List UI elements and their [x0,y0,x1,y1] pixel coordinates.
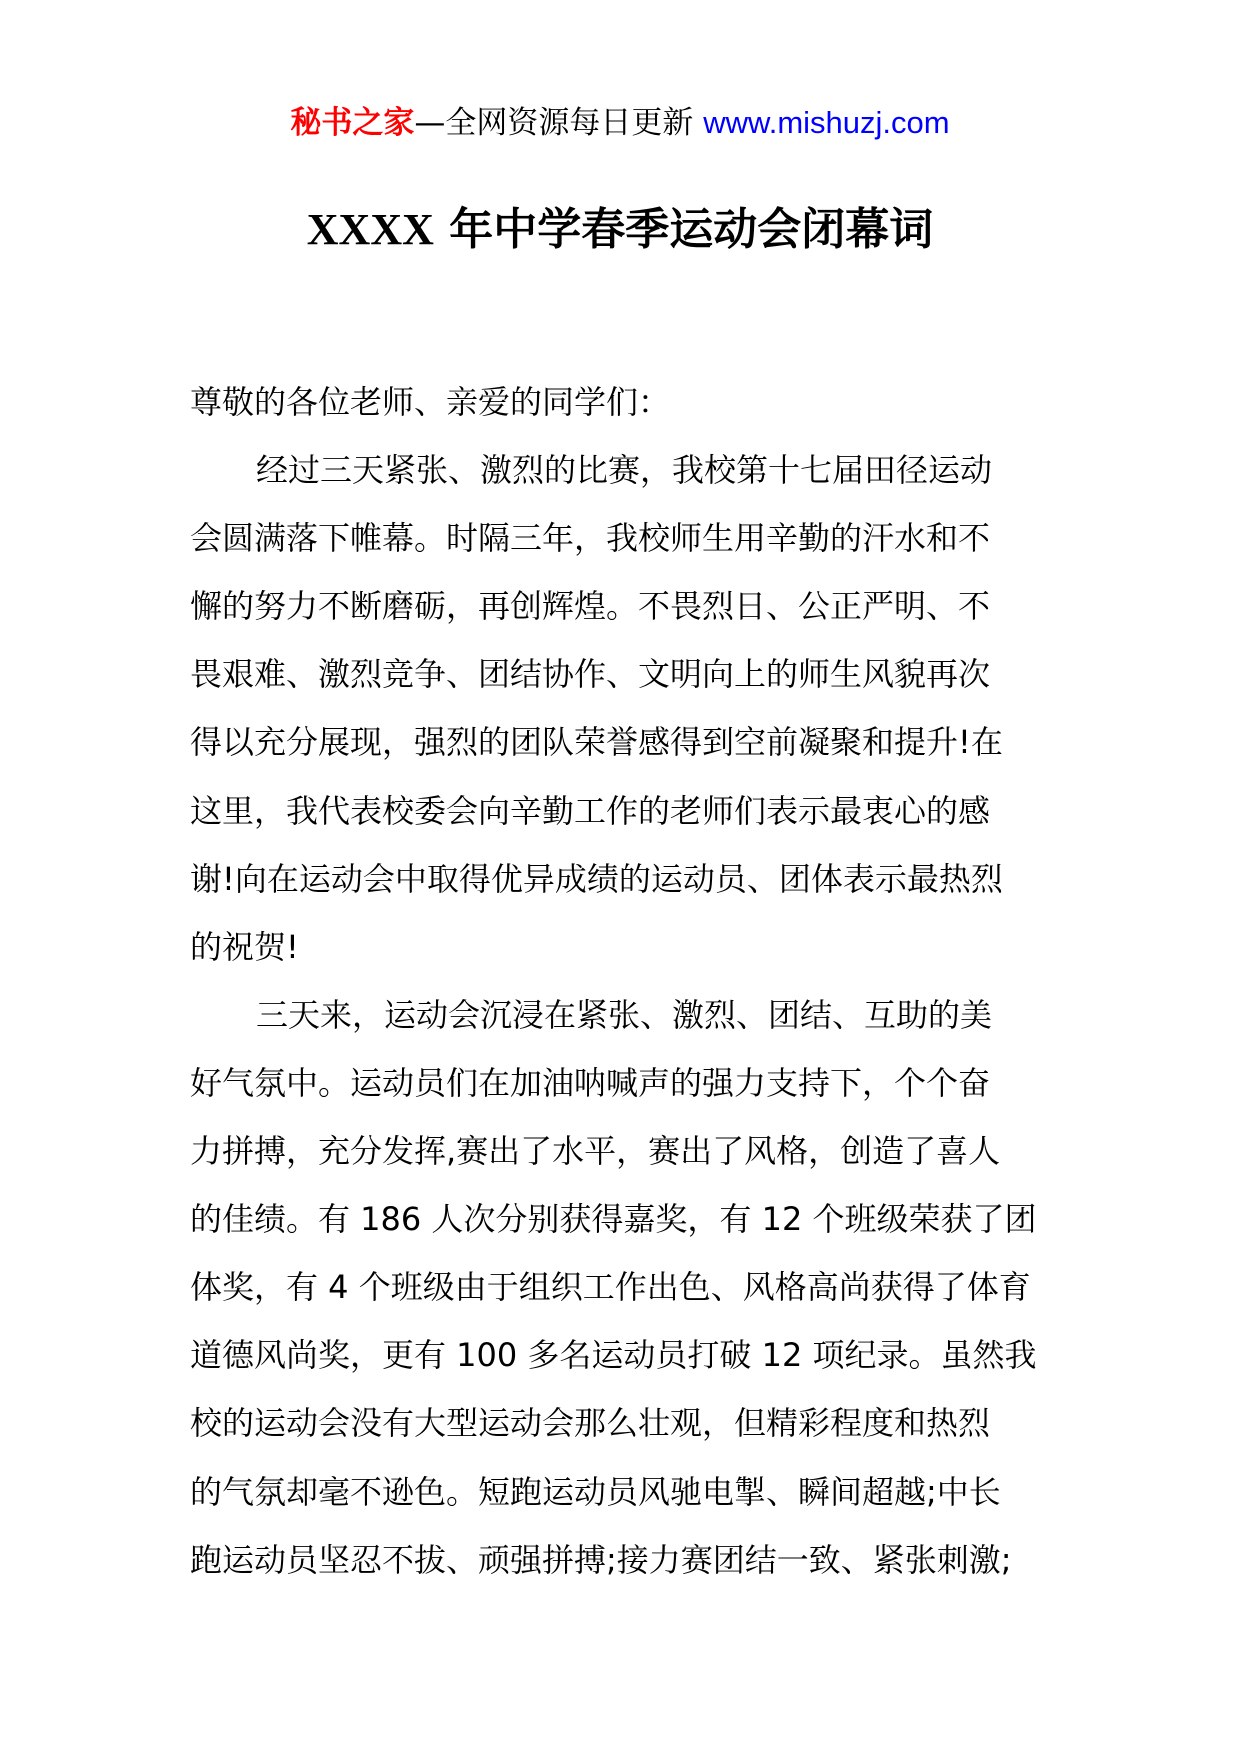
paragraph-line: 经过三天紧张、激烈的比赛，我校第十七届田径运动 [256,451,993,490]
site-header [0,100,1240,146]
paragraph-line: 校的运动会没有大型运动会那么壮观，但精彩程度和热烈 [190,1404,991,1443]
document-title [0,200,1240,260]
paragraph-line: 谢!向在运动会中取得优异成绩的运动员、团体表示最热烈 [190,859,1003,898]
paragraph-line: 跑运动员坚忍不拔、顽强拼搏;接力赛团结一致、紧张刺激; [190,1540,1012,1579]
header-tagline: —全网资源每日更新 [414,105,704,141]
header-brand: 秘书之家 [290,105,415,141]
paragraph-line: 的佳绩。有 186 人次分别获得嘉奖，有 12 个班级荣获了团 [190,1200,1037,1239]
title-year-placeholder: XXXX [306,205,434,254]
paragraph-line: 的气氛却毫不逊色。短跑运动员风驰电掣、瞬间超越;中长 [190,1472,1001,1511]
paragraph-line: 得以充分展现，强烈的团队荣誉感得到空前凝聚和提升!在 [190,723,1003,762]
document-body [190,368,1060,1594]
paragraph-line: 好气氛中。运动员们在加油呐喊声的强力支持下，个个奋 [190,1063,991,1102]
paragraph-line: 三天来，运动会沉浸在紧张、激烈、团结、互助的美 [256,995,993,1034]
paragraph-line: 这里，我代表校委会向辛勤工作的老师们表示最衷心的感 [190,791,991,830]
title-text: 年中学春季运动会闭幕词 [433,204,934,255]
paragraph-line: 道德风尚奖，更有 100 多名运动员打破 12 项纪录。虽然我 [190,1336,1037,1375]
paragraph-line: 的祝贺! [190,927,299,966]
paragraph-line: 懈的努力不断磨砺，再创辉煌。不畏烈日、公正严明、不 [190,587,991,626]
paragraph-line: 畏艰难、激烈竞争、团结协作、文明向上的师生风貌再次 [190,655,991,694]
paragraph-line: 力拼搏，充分发挥,赛出了水平，赛出了风格，创造了喜人 [190,1132,1001,1171]
salutation-line: 尊敬的各位老师、亲爱的同学们： [190,383,671,421]
header-url-link[interactable]: www.mishuzj.com [703,105,950,140]
paragraph-line: 体奖，有 4 个班级由于组织工作出色、风格高尚获得了体育 [190,1268,1031,1307]
paragraph-line: 会圆满落下帷幕。时隔三年，我校师生用辛勤的汗水和不 [190,519,991,558]
